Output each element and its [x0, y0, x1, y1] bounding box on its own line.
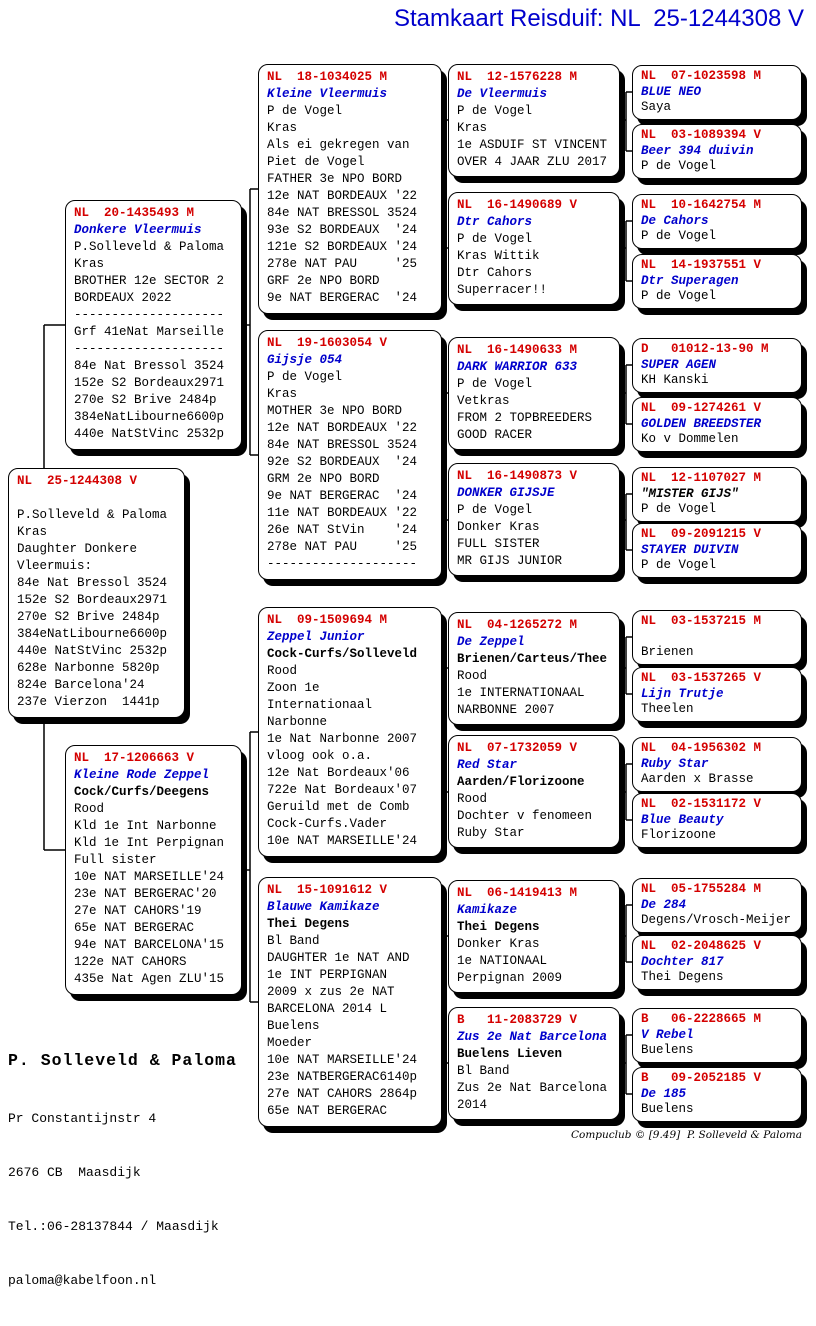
- info-line: Zoon 1e: [267, 681, 320, 695]
- pigeon-name: Kamikaze: [457, 903, 518, 917]
- info-line: 9e NAT BERGERAC '24: [267, 489, 418, 503]
- ring-number: NL 03-1537215 M: [641, 614, 762, 628]
- info-line: Buelens: [267, 1019, 320, 1033]
- ring-number: NL 07-1023598 M: [641, 69, 762, 83]
- info-line: 12e NAT BORDEAUX '22: [267, 421, 418, 435]
- info-line: 84e Nat Bressol 3524: [17, 576, 168, 590]
- info-line: Kras: [17, 525, 48, 539]
- info-line: 65e NAT BERGERAC: [267, 1104, 388, 1118]
- info-line: Donker Kras: [457, 520, 540, 534]
- info-line: 435e Nat Agen ZLU'15: [74, 972, 225, 986]
- ring-number: NL 05-1755284 M: [641, 882, 762, 896]
- pigeon-name: De 185: [641, 1086, 687, 1101]
- info-line: FROM 2 TOPBREEDERS: [457, 411, 593, 425]
- box-gen5-4: [632, 254, 802, 309]
- info-line: 278e NAT PAU '25: [267, 257, 418, 271]
- pigeon-name: De Zeppel: [457, 635, 525, 649]
- ring-number: NL 10-1642754 M: [641, 198, 762, 212]
- breeder-line: P de Vogel: [641, 558, 717, 573]
- breeder-line: P de Vogel: [457, 377, 533, 391]
- info-line: 84e Nat Bressol 3524: [74, 359, 225, 373]
- box-gen4-1: [448, 64, 620, 177]
- pigeon-name: Lijn Trutje: [641, 686, 724, 701]
- info-line: 27e NAT CAHORS 2864p: [267, 1087, 418, 1101]
- pigeon-name: Blauwe Kamikaze: [267, 900, 380, 914]
- breeder-line: Thei Degens: [457, 920, 540, 934]
- pigeon-name: Gijsje 054: [267, 353, 343, 367]
- breeder-line: P de Vogel: [457, 503, 533, 517]
- pigeon-name: [17, 490, 176, 507]
- info-line: GRM 2e NPO BORD: [267, 472, 380, 486]
- info-line: GRF 2e NPO BORD: [267, 274, 380, 288]
- info-line: 152e S2 Bordeaux2971: [17, 593, 168, 607]
- info-line: BORDEAUX 2022: [74, 291, 172, 305]
- box-gen4-4: [448, 463, 620, 576]
- info-line: 440e NatStVinc 2532p: [74, 427, 225, 441]
- info-line: 2009 x zus 2e NAT: [267, 985, 395, 999]
- ring-number: NL 09-2091215 V: [641, 527, 762, 541]
- pigeon-name: Beer 394 duivin: [641, 143, 754, 158]
- box-gen5-3: [632, 194, 802, 249]
- info-line: Kras: [74, 257, 105, 271]
- breeder-line: Buelens: [641, 1043, 694, 1058]
- breeder-line: Saya: [641, 100, 672, 115]
- pigeon-name: Dochter 817: [641, 954, 724, 969]
- breeder-line: Ko v Dommelen: [641, 432, 739, 447]
- info-line: MR GIJS JUNIOR: [457, 554, 563, 568]
- owner-name: P. Solleveld & Paloma: [8, 1051, 237, 1070]
- info-line: --------------------: [74, 342, 225, 356]
- ring-number: NL 16-1490873 V: [457, 469, 578, 483]
- box-gen3-1: [258, 64, 442, 314]
- info-line: 722e Nat Bordeaux'07: [267, 783, 418, 797]
- pigeon-name: [641, 630, 793, 646]
- info-line: 121e S2 BORDEAUX '24: [267, 240, 418, 254]
- info-line: 270e S2 Brive 2484p: [74, 393, 217, 407]
- ring-number: NL 14-1937551 V: [641, 258, 762, 272]
- breeder-line: Aarden x Brasse: [641, 772, 754, 787]
- info-line: Kld 1e Int Perpignan: [74, 836, 225, 850]
- info-line: Narbonne: [267, 715, 328, 729]
- box-gen4-2: [448, 192, 620, 305]
- info-line: 2014: [457, 1098, 488, 1112]
- info-line: --------------------: [74, 308, 225, 322]
- ring-number: B 11-2083729 V: [457, 1013, 578, 1027]
- info-line: MOTHER 3e NPO BORD: [267, 404, 403, 418]
- box-gen5-10: [632, 667, 802, 722]
- pigeon-name: De Vleermuis: [457, 87, 548, 101]
- pigeon-name: Red Star: [457, 758, 518, 772]
- pigeon-name: "MISTER GIJS": [641, 486, 739, 501]
- box-gen5-9: [632, 610, 802, 665]
- box-sire: [65, 200, 242, 450]
- pigeon-name: Kleine Vleermuis: [267, 87, 388, 101]
- ring-number: NL 25-1244308 V: [17, 474, 138, 488]
- software-credit-footer: Compuclub © [9.49] P. Solleveld & Paloma: [571, 1129, 802, 1141]
- breeder-line: P de Vogel: [641, 289, 717, 304]
- box-gen5-15: [632, 1008, 802, 1063]
- breeder-line: P de Vogel: [641, 229, 717, 244]
- ring-number: B 09-2052185 V: [641, 1071, 762, 1085]
- ring-number: NL 19-1603054 V: [267, 336, 388, 350]
- box-subject: [8, 468, 185, 718]
- pigeon-name: Dtr Cahors: [457, 215, 533, 229]
- ring-number: NL 02-1531172 V: [641, 797, 762, 811]
- ring-number: NL 16-1490689 V: [457, 198, 578, 212]
- pigeon-name: BLUE NEO: [641, 84, 702, 99]
- info-line: 824e Barcelona'24: [17, 678, 145, 692]
- ring-number: NL 04-1265272 M: [457, 618, 578, 632]
- info-line: 122e NAT CAHORS: [74, 955, 187, 969]
- info-line: Grf 41eNat Marseille: [74, 325, 225, 339]
- info-line: 270e S2 Brive 2484p: [17, 610, 160, 624]
- box-gen5-16: [632, 1067, 802, 1122]
- breeder-line: P de Vogel: [641, 502, 717, 517]
- ring-number: NL 06-1419413 M: [457, 886, 578, 900]
- pigeon-name: GOLDEN BREEDSTER: [641, 416, 762, 431]
- box-gen5-13: [632, 878, 802, 933]
- pigeon-name: Zus 2e Nat Barcelona: [457, 1030, 608, 1044]
- info-line: 12e Nat Bordeaux'06: [267, 766, 410, 780]
- info-line: 1e INT PERPIGNAN: [267, 968, 388, 982]
- breeder-line: P.Solleveld & Paloma: [74, 240, 225, 254]
- box-gen5-7: [632, 467, 802, 522]
- info-line: Full sister: [74, 853, 157, 867]
- box-gen4-6: [448, 735, 620, 848]
- info-line: Perpignan 2009: [457, 971, 563, 985]
- info-line: Vetkras: [457, 394, 510, 408]
- info-line: 1e ASDUIF ST VINCENT: [457, 138, 608, 152]
- ring-number: NL 18-1034025 M: [267, 70, 388, 84]
- pigeon-name: De 284: [641, 897, 687, 912]
- info-line: Piet de Vogel: [267, 155, 365, 169]
- box-gen5-6: [632, 397, 802, 452]
- info-line: OVER 4 JAAR ZLU 2017: [457, 155, 608, 169]
- box-gen5-11: [632, 737, 802, 792]
- info-line: Rood: [267, 664, 298, 678]
- info-line: BROTHER 12e SECTOR 2: [74, 274, 225, 288]
- box-gen4-5: [448, 612, 620, 725]
- owner-street: Pr Constantijnstr 4: [8, 1111, 157, 1126]
- info-line: DAUGHTER 1e NAT AND: [267, 951, 410, 965]
- pigeon-name: Donkere Vleermuis: [74, 223, 202, 237]
- breeder-line: Theelen: [641, 702, 694, 717]
- info-line: 10e NAT MARSEILLE'24: [267, 1053, 418, 1067]
- info-line: Rood: [74, 802, 105, 816]
- ring-number: NL 02-2048625 V: [641, 939, 762, 953]
- info-line: 384eNatLibourne6600p: [74, 410, 225, 424]
- breeder-line: Cock/Curfs/Deegens: [74, 785, 210, 799]
- info-line: 12e NAT BORDEAUX '22: [267, 189, 418, 203]
- pigeon-name: STAYER DUIVIN: [641, 542, 739, 557]
- box-gen3-4: [258, 877, 442, 1127]
- info-line: Bl Band: [457, 1064, 510, 1078]
- owner-email: paloma@kabelfoon.nl: [8, 1273, 157, 1288]
- info-line: FULL SISTER: [457, 537, 540, 551]
- info-line: Geruild met de Comb: [267, 800, 410, 814]
- info-line: Donker Kras: [457, 937, 540, 951]
- info-line: NARBONNE 2007: [457, 703, 555, 717]
- info-line: Vleermuis:: [17, 559, 93, 573]
- breeder-line: Buelens Lieven: [457, 1047, 563, 1061]
- pigeon-name: De Cahors: [641, 213, 709, 228]
- info-line: FATHER 3e NPO BORD: [267, 172, 403, 186]
- info-line: 10e NAT MARSEILLE'24: [267, 834, 418, 848]
- breeder-line: Cock-Curfs/Solleveld: [267, 647, 418, 661]
- owner-phone: Tel.:06-28137844 / Maasdijk: [8, 1219, 219, 1234]
- box-gen5-8: [632, 523, 802, 578]
- breeder-line: P de Vogel: [457, 232, 533, 246]
- info-line: Bl Band: [267, 934, 320, 948]
- ring-number: NL 07-1732059 V: [457, 741, 578, 755]
- info-line: Rood: [457, 792, 488, 806]
- breeder-line: Thei Degens: [641, 970, 724, 985]
- box-gen5-12: [632, 793, 802, 848]
- info-line: Daughter Donkere: [17, 542, 138, 556]
- ring-number: NL 03-1537265 V: [641, 671, 762, 685]
- pigeon-name: V Rebel: [641, 1027, 694, 1042]
- box-gen3-3: [258, 607, 442, 857]
- ring-number: NL 17-1206663 V: [74, 751, 195, 765]
- info-line: 1e Nat Narbonne 2007: [267, 732, 418, 746]
- ring-number: D 01012-13-90 M: [641, 342, 769, 356]
- info-line: 384eNatLibourne6600p: [17, 627, 168, 641]
- info-line: Ruby Star: [457, 826, 525, 840]
- breeder-line: KH Kanski: [641, 373, 709, 388]
- info-line: Moeder: [267, 1036, 313, 1050]
- info-line: Rood: [457, 669, 488, 683]
- info-line: vloog ook o.a.: [267, 749, 373, 763]
- box-gen5-2: [632, 124, 802, 179]
- ring-number: NL 04-1956302 M: [641, 741, 762, 755]
- ring-number: NL 16-1490633 M: [457, 343, 578, 357]
- info-line: --------------------: [267, 557, 418, 571]
- info-line: 65e NAT BERGERAC: [74, 921, 195, 935]
- info-line: 237e Vierzon 1441p: [17, 695, 160, 709]
- box-gen4-8: [448, 1007, 620, 1120]
- breeder-line: P de Vogel: [457, 104, 533, 118]
- info-line: 11e NAT BORDEAUX '22: [267, 506, 418, 520]
- box-dam: [65, 745, 242, 995]
- ring-number: NL 09-1509694 M: [267, 613, 388, 627]
- pigeon-name: Dtr Superagen: [641, 273, 739, 288]
- ring-number: NL 03-1089394 V: [641, 128, 762, 142]
- info-line: 1e INTERNATIONAAL: [457, 686, 585, 700]
- info-line: Dochter v fenomeen: [457, 809, 593, 823]
- info-line: Kld 1e Int Narbonne: [74, 819, 217, 833]
- pigeon-name: DARK WARRIOR 633: [457, 360, 578, 374]
- info-line: 23e NATBERGERAC6140p: [267, 1070, 418, 1084]
- info-line: 92e S2 BORDEAUX '24: [267, 455, 418, 469]
- ring-number: NL 12-1107027 M: [641, 471, 762, 485]
- pigeon-name: DONKER GIJSJE: [457, 486, 555, 500]
- breeder-line: Aarden/Florizoone: [457, 775, 585, 789]
- pigeon-name: Kleine Rode Zeppel: [74, 768, 210, 782]
- owner-city: 2676 CB Maasdijk: [8, 1165, 141, 1180]
- ring-number: NL 20-1435493 M: [74, 206, 195, 220]
- pigeon-name: SUPER AGEN: [641, 357, 717, 372]
- box-gen5-1: [632, 65, 802, 120]
- info-line: 440e NatStVinc 2532p: [17, 644, 168, 658]
- info-line: Kras: [457, 121, 488, 135]
- ring-number: NL 09-1274261 V: [641, 401, 762, 415]
- box-gen3-2: [258, 330, 442, 580]
- page-title: Stamkaart Reisduif: NL 25-1244308 V: [393, 5, 804, 32]
- breeder-line: P de Vogel: [641, 159, 717, 174]
- info-line: Superracer!!: [457, 283, 548, 297]
- info-line: Kras: [267, 387, 298, 401]
- info-line: 94e NAT BARCELONA'15: [74, 938, 225, 952]
- info-line: 84e NAT BRESSOL 3524: [267, 438, 418, 452]
- info-line: Dtr Cahors: [457, 266, 533, 280]
- breeder-line: Florizoone: [641, 828, 717, 843]
- info-line: 27e NAT CAHORS'19: [74, 904, 202, 918]
- ring-number: B 06-2228665 M: [641, 1012, 762, 1026]
- breeder-line: Buelens: [641, 1102, 694, 1117]
- info-line: GOOD RACER: [457, 428, 533, 442]
- info-line: Internationaal: [267, 698, 373, 712]
- pigeon-name: Blue Beauty: [641, 812, 724, 827]
- info-line: Zus 2e Nat Barcelona: [457, 1081, 608, 1095]
- info-line: 278e NAT PAU '25: [267, 540, 418, 554]
- pigeon-name: Ruby Star: [641, 756, 709, 771]
- breeder-line: Thei Degens: [267, 917, 350, 931]
- info-line: 84e NAT BRESSOL 3524: [267, 206, 418, 220]
- box-gen5-14: [632, 935, 802, 990]
- breeder-line: Brienen: [641, 645, 694, 660]
- breeder-line: P de Vogel: [267, 104, 343, 118]
- info-line: 23e NAT BERGERAC'20: [74, 887, 217, 901]
- info-line: 9e NAT BERGERAC '24: [267, 291, 418, 305]
- breeder-line: P de Vogel: [267, 370, 343, 384]
- info-line: 1e NATIONAAL: [457, 954, 548, 968]
- info-line: 628e Narbonne 5820p: [17, 661, 160, 675]
- box-gen5-5: [632, 338, 802, 393]
- info-line: 10e NAT MARSEILLE'24: [74, 870, 225, 884]
- info-line: BARCELONA 2014 L: [267, 1002, 388, 1016]
- info-line: 93e S2 BORDEAUX '24: [267, 223, 418, 237]
- ring-number: NL 15-1091612 V: [267, 883, 388, 897]
- box-gen4-7: [448, 880, 620, 993]
- box-gen4-3: [448, 337, 620, 450]
- info-line: Cock-Curfs.Vader: [267, 817, 388, 831]
- breeder-line: Brienen/Carteus/Thee: [457, 652, 608, 666]
- info-line: 26e NAT StVin '24: [267, 523, 418, 537]
- pigeon-name: Zeppel Junior: [267, 630, 365, 644]
- info-line: Als ei gekregen van: [267, 138, 410, 152]
- ring-number: NL 12-1576228 M: [457, 70, 578, 84]
- info-line: Kras Wittik: [457, 249, 540, 263]
- info-line: Kras: [267, 121, 298, 135]
- breeder-line: P.Solleveld & Paloma: [17, 508, 168, 522]
- info-line: 152e S2 Bordeaux2971: [74, 376, 225, 390]
- breeder-line: Degens/Vrosch-Meijer: [641, 913, 792, 928]
